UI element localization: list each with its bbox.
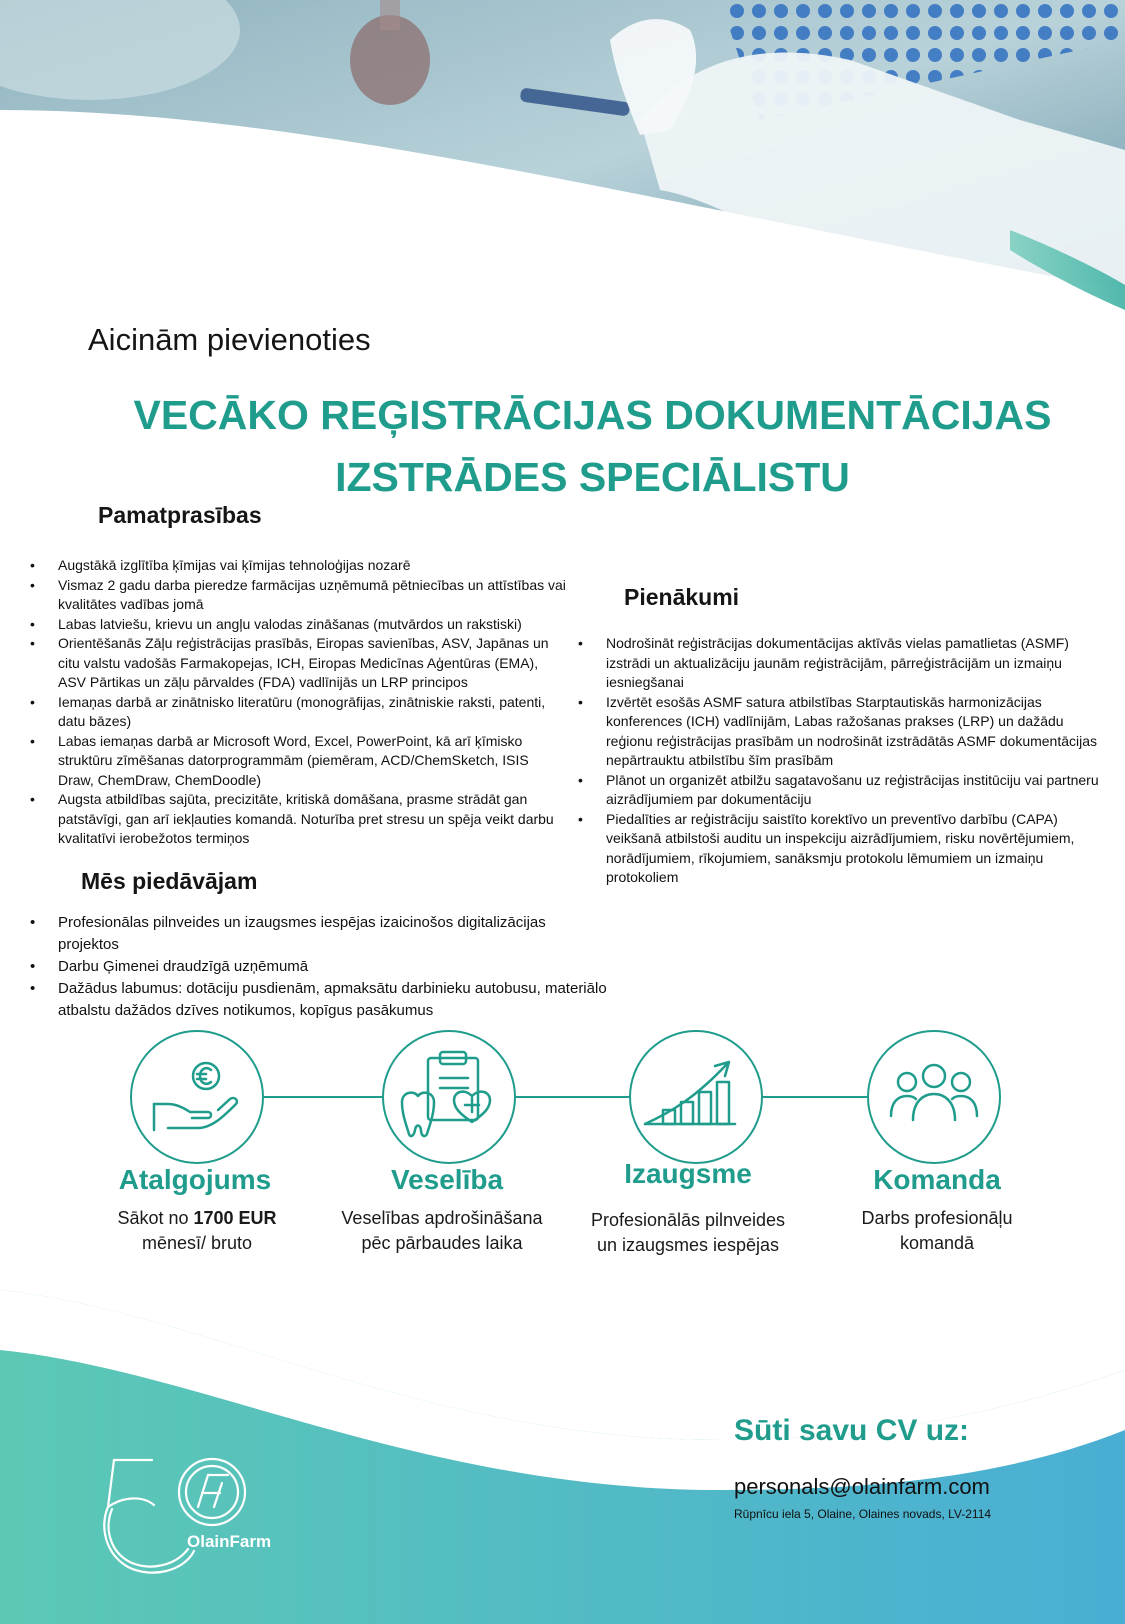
salary-period: mēnesī/ bruto [141, 1233, 253, 1253]
job-title [0, 384, 1125, 508]
offer-list [28, 912, 608, 1022]
salary-description [77, 1206, 317, 1256]
duties-heading: Pienākumi [624, 584, 740, 610]
list-item: • Nodrošināt reģistrācijas dokumentācijas aktīvās vielas pamatlietas (ASMF) izstrādi un aktualizāciju jaunām reģistrācijām, pārreģistrācijām un izmaiņu iesniegšanai [576, 634, 1110, 693]
connector-line [762, 1096, 870, 1098]
list-item: • Plānot un organizēt atbilžu sagatavošanu uz reģistrācijas institūciju vai partneru aizrādījumiem par dokumentāciju [576, 771, 1110, 810]
health-line2: pēc pārbaudes laika [361, 1233, 523, 1253]
team-description [817, 1206, 1057, 1256]
list-item: • Dažādus labumus: dotāciju pusdienām, apmaksātu darbinieku autobusu, materiālo atbalstu dažādos dzīves notikumos, kopīgus pasākumus [28, 978, 608, 1022]
list-item: • Vismaz 2 gadu darba pieredze farmācijas uzņēmumā pētniecības un attīstības vai kvalitātes vadības jomā [28, 576, 568, 615]
job-title-line1: VECĀKO REĢISTRĀCIJAS DOKUMENTĀCIJAS [133, 392, 1052, 438]
list-item: • Iemaņas darbā ar zinātnisko literatūru (monogrāfijas, zinātniskie raksti, patenti, datu bāzes) [28, 693, 568, 732]
team-icon [869, 1032, 999, 1162]
olainfarm-50-logo-icon [92, 1445, 272, 1605]
duties-list [576, 634, 1110, 888]
list-item: • Orientēšanās Zāļu reģistrācijas prasībās, Eiropas savienības, ASV, Japānas un citu valstu vadošās Farmakopejas, ICH, Eiropas Medicīnas Aģentūras (EMA), ASV Pārtikas un zāļu pārvaldes (FDA) vadlīnijās un LRP principos [28, 634, 568, 693]
list-item: • Izvērtēt esošās ASMF satura atbilstības Starptautiskās harmonizācijas konferences (ICH) vadlīnijām, Labas ražošanas prakses (LRP) un dažādu reģionu reģistrācijas prasībām un nodrošināt izstrādātās ASMF dokumentācijas nepārtrauktu atbilstību šīm prasībām [576, 693, 1110, 771]
list-item: • Darbu Ģimenei draudzīgā uzņēmumā [28, 956, 608, 978]
list-item: • Labas latviešu, krievu un angļu valodas zināšanas (mutvārdos un rakstiski) [28, 615, 568, 635]
health-title: Veselība [390, 1164, 504, 1195]
requirements-heading: Pamatprasības [98, 502, 262, 528]
health-clipboard-icon [384, 1032, 514, 1162]
salary-amount: 1700 EUR [193, 1208, 277, 1228]
logo-text: OlainFarm [187, 1532, 272, 1551]
growth-title: Izaugsme [624, 1158, 752, 1189]
growth-line1: Profesionālās pilnveides [590, 1210, 786, 1230]
list-item: • Profesionālas pilnveides un izaugsmes iespējas izaicinošos digitalizācijas projektos [28, 912, 608, 956]
list-item: • Labas iemaņas darbā ar Microsoft Word, Excel, PowerPoint, kā arī ķīmisko struktūru zīmēšanas datorprogrammām (piemēram, ACD/ChemSketch, ISIS Draw, ChemDraw, ChemDoodle) [28, 732, 568, 791]
health-description [322, 1206, 562, 1256]
salary-circle [130, 1030, 264, 1164]
cv-heading: Sūti savu CV uz: [734, 1414, 970, 1447]
hand-euro-icon [132, 1032, 262, 1162]
olainfarm-logo [92, 1445, 272, 1605]
list-item: • Piedalīties ar reģistrāciju saistīto korektīvo un preventīvo darbību (CAPA) veikšanā atbilstoši auditu un inspekciju aizrādījumiem, risku novērtējumiem, norādījumiem, rīkojumiem, sanāksmju protokolu lēmumiem un izmaiņu protokoliem [576, 810, 1110, 888]
team-circle [867, 1030, 1001, 1164]
contact-email[interactable]: personals@olainfarm.com [734, 1474, 990, 1499]
connector-line [515, 1096, 630, 1098]
list-item: • Augstākā izglītība ķīmijas vai ķīmijas tehnoloģijas nozarē [28, 556, 568, 576]
health-line1: Veselības apdrošināšana [341, 1208, 543, 1228]
connector-line [263, 1096, 383, 1098]
growth-line2: un izaugsmes iespējas [596, 1235, 780, 1255]
intro-text: Aicinām pievienoties [88, 322, 371, 357]
salary-title: Atalgojums [118, 1164, 272, 1195]
company-address: Rūpnīcu iela 5, Olaine, Olaines novads, LV-2114 [734, 1507, 992, 1521]
growth-circle [629, 1030, 763, 1164]
offer-heading: Mēs piedāvājam [81, 868, 258, 894]
hero-lab-photo [0, 0, 1125, 340]
list-item: • Augsta atbildības sajūta, precizitāte, kritiskā domāšana, prasme strādāt gan patstāvīgi, gan arī iekļauties komandā. Noturība pret stresu un spēja veikt darbu kvalitatīvi ierobežotos termiņos [28, 790, 568, 849]
salary-prefix: Sākot no [117, 1208, 194, 1228]
team-title: Komanda [873, 1164, 1001, 1195]
team-line1: Darbs profesionāļu [861, 1208, 1013, 1228]
team-line2: komandā [899, 1233, 975, 1253]
growth-chart-icon [631, 1032, 761, 1162]
requirements-list [28, 556, 568, 849]
growth-description [568, 1208, 808, 1258]
health-circle [382, 1030, 516, 1164]
job-title-line2: IZSTRĀDES SPECIĀLISTU [335, 454, 850, 500]
